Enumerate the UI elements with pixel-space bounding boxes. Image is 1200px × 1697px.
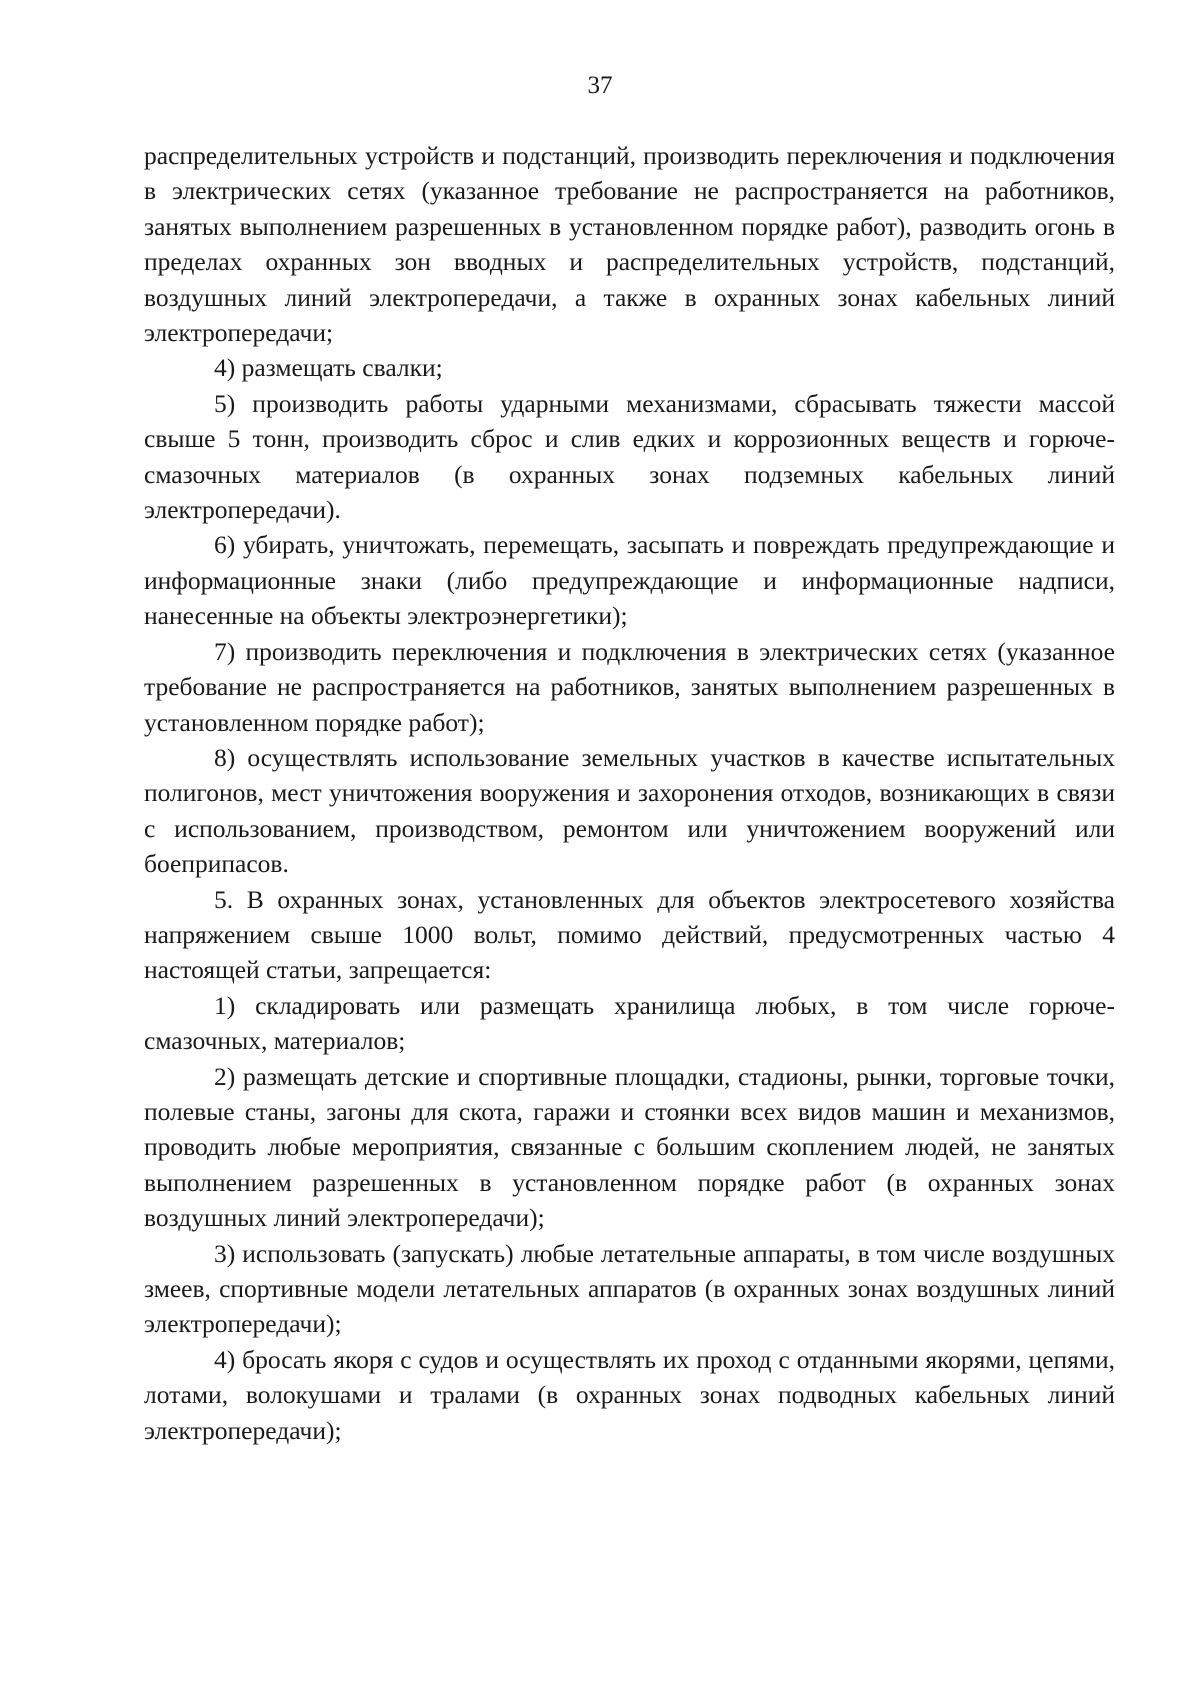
paragraph-subitem-3-aircraft: 3) использовать (запускать) любые летательные аппараты, в том числе воздушных змеев, спортивные модели летательных аппаратов (в охранных зонах воздушных линий электропередачи); — [144, 1238, 1115, 1339]
page-number: 37 — [587, 72, 613, 99]
paragraph-subitem-2-gatherings: 2) размещать детские и спортивные площадки, стадионы, рынки, торговые точки, полевые станы, загоны для скота, гаражи и стоянки всех видов машин и механизмов, проводить любые мероприятия, связанные с большим скоплением людей, не занятых выполнением разрешенных в установленном порядке работ (в охранных зонах воздушных линий электропередачи); — [144, 1061, 1115, 1233]
paragraph-item-4-dumps: 4) размещать свалки; — [214, 353, 443, 383]
paragraph-item-6-signs: 6) убирать, уничтожать, перемещать, засыпать и повреждать предупреждающие и информационные знаки (либо предупреждающие и информационные надписи, нанесенные на объекты электроэнергетики); — [144, 530, 1115, 631]
document-body — [144, 138, 1115, 1448]
paragraph-subitem-4-anchors: 4) бросать якоря с судов и осуществлять их проход с отданными якорями, цепями, лотами, волокушами и тралами (в охранных зонах подводных кабельных линий электропередачи); — [144, 1344, 1115, 1445]
paragraph-item-5-impact-works: 5) производить работы ударными механизмами, сбрасывать тяжести массой свыше 5 тонн, производить сброс и слив едких и коррозионных веществ и горюче-смазочных материалов (в охранных зонах подземных кабельных линий электропередачи). — [144, 388, 1115, 525]
paragraph-section-5: 5. В охранных зонах, установленных для объектов электросетевого хозяйства напряжением свыше 1000 вольт, помимо действий, предусмотренных частью 4 настоящей статьи, запрещается: — [144, 884, 1115, 985]
paragraph-item-8-land-use: 8) осуществлять использование земельных участков в качестве испытательных полигонов, мест уничтожения вооружения и захоронения отходов, возникающих в связи с использованием, производством, ремонтом или уничтожением вооружений или боеприпасов. — [144, 742, 1115, 879]
paragraph-subitem-1-storage: 1) складировать или размещать хранилища любых, в том числе горюче-смазочных, материалов; — [144, 990, 1115, 1056]
paragraph-item-7-switching: 7) производить переключения и подключения в электрических сетях (указанное требование не распространяется на работников, занятых выполнением разрешенных в установленном порядке работ); — [144, 636, 1115, 737]
paragraph-continuation: распределительных устройств и подстанций, производить переключения и подключения в электрических сетях (указанное требование не распространяется на работников, занятых выполнением разрешенных в установленном порядке работ), разводить огонь в пределах охранных зон вводных и распределительных устройств, подстанций, воздушных линий электропередачи, а также в охранных зонах кабельных линий электропередачи; — [144, 141, 1115, 348]
